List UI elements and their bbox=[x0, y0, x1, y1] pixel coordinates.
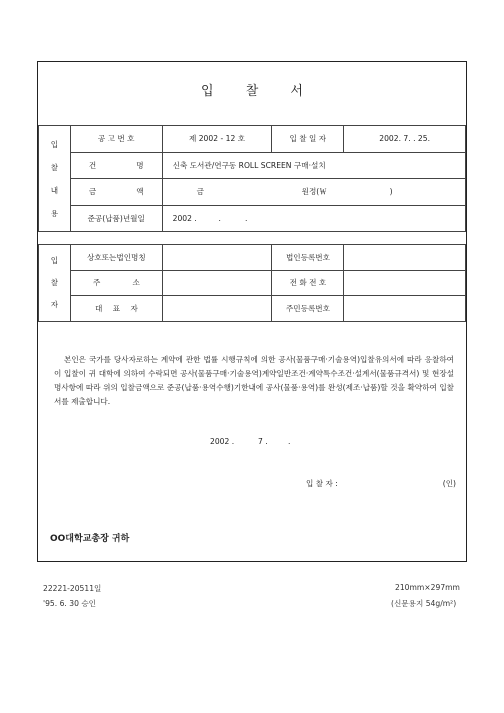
title-char: 입 bbox=[201, 84, 214, 99]
title-char: 서 bbox=[290, 84, 303, 99]
amount-prefix: 금 bbox=[196, 187, 204, 197]
addressee: OO대학교총장 귀하 bbox=[50, 534, 130, 544]
completion-date-value[interactable]: 2002 . . . bbox=[162, 205, 465, 232]
bid-info-side-label: 입 찰 내 용 bbox=[39, 126, 71, 232]
bidder-info-table bbox=[38, 244, 466, 322]
address-field[interactable] bbox=[162, 270, 272, 296]
bid-date-label: 입 찰 일 자 bbox=[272, 126, 344, 153]
address-label: 주 소 bbox=[70, 270, 162, 296]
company-name-label: 상호또는법인명칭 bbox=[70, 245, 162, 271]
resident-reg-no-label: 주민등록번호 bbox=[272, 296, 344, 322]
sign-date-year: 2002 . bbox=[210, 437, 235, 446]
sign-date-month: 7 . bbox=[258, 437, 268, 446]
bidder-side-label: 입 찰 자 bbox=[39, 245, 71, 322]
paper-spec: (신문용지 54g/m²) bbox=[391, 599, 457, 608]
bid-date-value[interactable]: 2002. 7. . 25. bbox=[344, 126, 466, 153]
form-number: 22221-20511일 bbox=[43, 584, 102, 593]
notice-no-label: 공 고 번 호 bbox=[70, 126, 162, 153]
phone-field[interactable] bbox=[344, 270, 466, 296]
representative-field[interactable] bbox=[162, 296, 272, 322]
form-title bbox=[38, 80, 466, 99]
bid-form-frame bbox=[37, 61, 467, 562]
seal-mark: (인) bbox=[442, 479, 456, 488]
approval-date: '95. 6. 30 승인 bbox=[43, 599, 96, 608]
bidder-signature[interactable] bbox=[306, 478, 456, 489]
corp-reg-no-field[interactable] bbox=[344, 245, 466, 271]
project-value[interactable]: 신축 도서관/연구동 ROLL SCREEN 구매·설치 bbox=[162, 152, 465, 179]
pledge-statement: 본인은 국가를 당사자로하는 계약에 관한 법률 시행규칙에 의한 공사(물품구매·기술용역)입찰유의서에 따라 응찰하여 이 입찰이 귀 대학에 의하여 수락되면 공사(물품구매·기술용역)계약일반조건·계약특수조건·설계서(물품규격서) 및 현장설명사항에 따라 위의 입찰금액으로 준공(납품·용역수행)기한내에 공사(물품·용역)를 완성(제조·납품)할 것을 확약하여 입찰서를 제출합니다. bbox=[54, 355, 454, 406]
corp-reg-no-label: 법인등록번호 bbox=[272, 245, 344, 271]
project-label: 건 명 bbox=[70, 152, 162, 179]
resident-reg-no-field[interactable] bbox=[344, 296, 466, 322]
representative-label: 대 표 자 bbox=[70, 296, 162, 322]
amount-label: 금 액 bbox=[70, 179, 162, 206]
company-name-field[interactable] bbox=[162, 245, 272, 271]
signature-date[interactable] bbox=[210, 437, 290, 446]
notice-no-value[interactable]: 제 2002 - 12 호 bbox=[162, 126, 272, 153]
completion-date-label: 준공(납품)년월일 bbox=[70, 205, 162, 232]
bid-info-table bbox=[38, 125, 466, 232]
sign-date-day: . bbox=[288, 437, 291, 446]
amount-value[interactable] bbox=[162, 179, 465, 206]
paper-size: 210mm×297mm bbox=[395, 583, 460, 592]
phone-label: 전 화 전 호 bbox=[272, 270, 344, 296]
amount-suffix: 원정(￦ ) bbox=[301, 187, 393, 197]
bidder-sign-label: 입 찰 자 : bbox=[306, 479, 338, 488]
title-char: 찰 bbox=[245, 84, 259, 99]
